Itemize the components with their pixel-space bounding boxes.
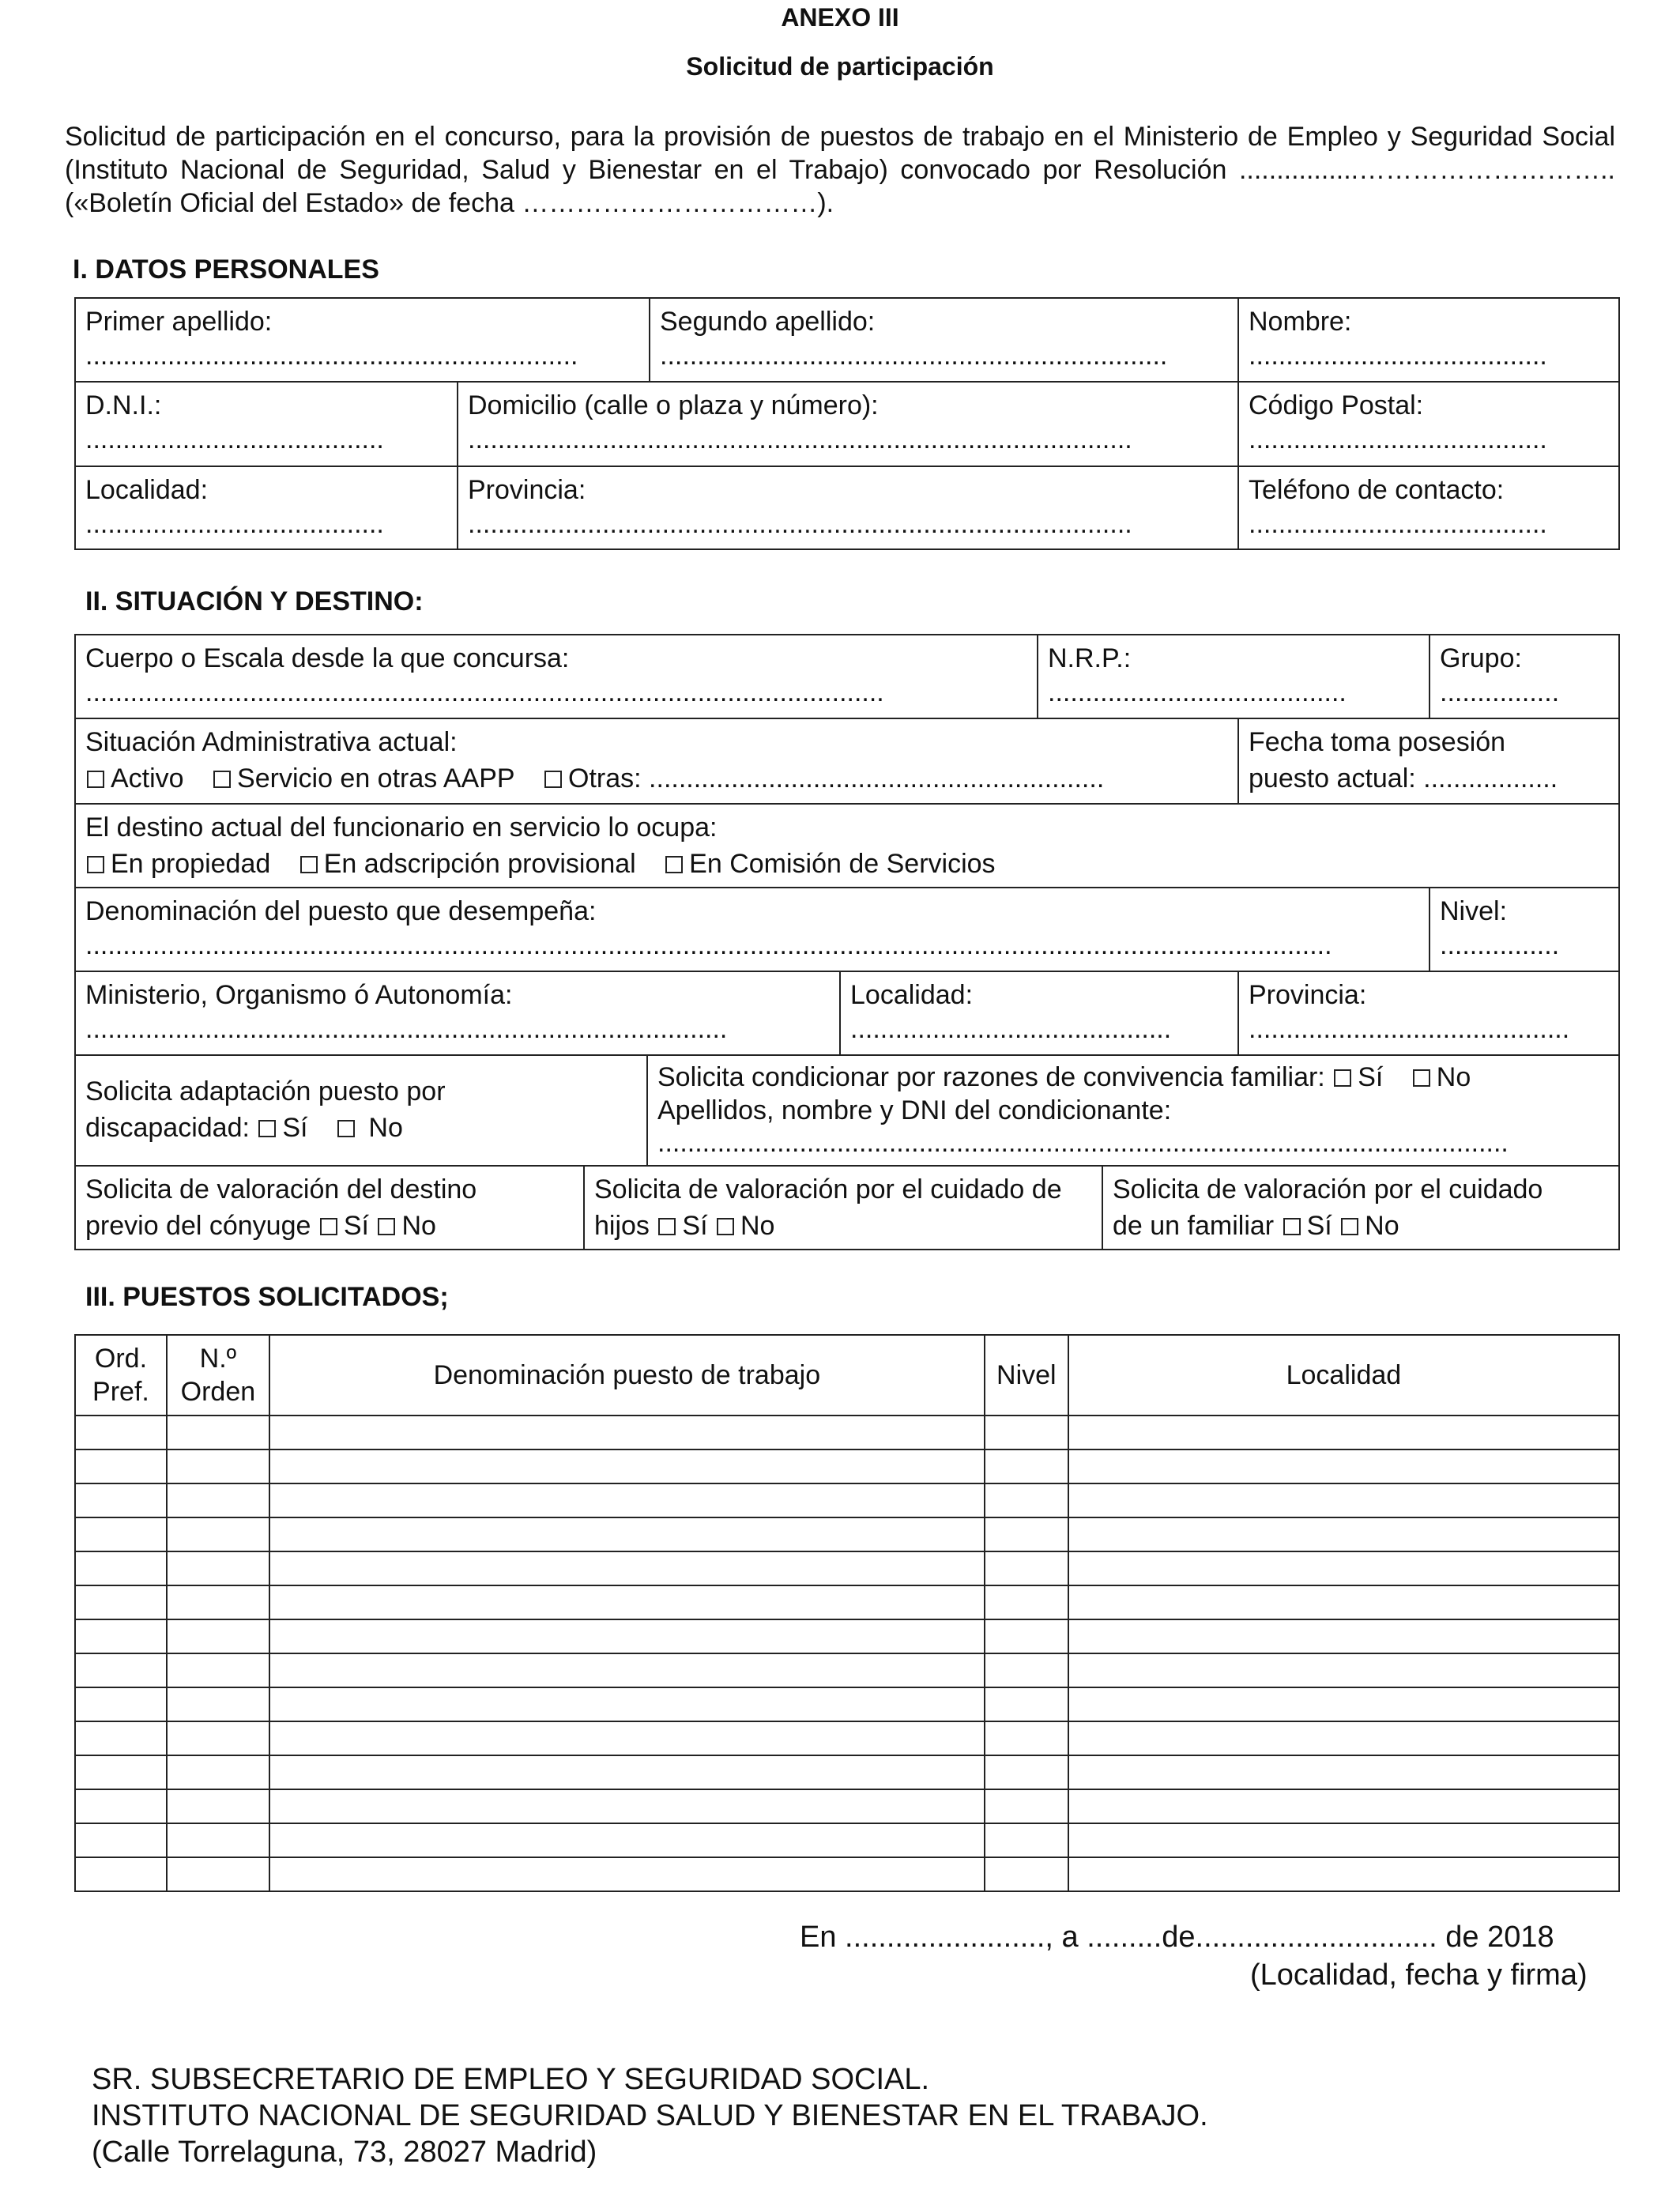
localidad-cell[interactable] bbox=[1068, 1517, 1619, 1551]
codigo-postal-dots: ........................................ bbox=[1249, 424, 1547, 454]
localidad-label: Localidad: bbox=[85, 475, 209, 505]
denominacion-cell[interactable] bbox=[269, 1687, 985, 1721]
localidad-cell[interactable] bbox=[1068, 1857, 1619, 1891]
ord-pref-cell[interactable] bbox=[75, 1619, 167, 1653]
num-orden-cell[interactable] bbox=[167, 1416, 269, 1449]
grupo-field[interactable] bbox=[1430, 635, 1618, 719]
condicionar-label: Solicita condicionar por razones de convivencia familiar: bbox=[657, 1062, 1325, 1092]
situacion-provincia-label: Provincia: bbox=[1249, 980, 1367, 1010]
valoracion-conyuge-no-label: No bbox=[401, 1211, 436, 1241]
num-orden-cell[interactable] bbox=[167, 1755, 269, 1789]
otras-dots: ............................................................. bbox=[649, 763, 1105, 794]
num-orden-cell[interactable] bbox=[167, 1687, 269, 1721]
cuerpo-escala-field[interactable] bbox=[76, 635, 1038, 719]
annex-title: ANEXO III bbox=[781, 3, 899, 32]
fecha-toma-label-1: Fecha toma posesión bbox=[1249, 727, 1506, 757]
puestos-table bbox=[74, 1334, 1620, 1892]
table-row bbox=[75, 1551, 1619, 1585]
col-nivel: Nivel bbox=[985, 1335, 1068, 1416]
num-orden-cell[interactable] bbox=[167, 1721, 269, 1755]
nivel-cell[interactable] bbox=[985, 1449, 1068, 1483]
nombre-label: Nombre: bbox=[1249, 307, 1352, 337]
valoracion-familiar-label-1: Solicita de valoración por el cuidado bbox=[1113, 1174, 1543, 1204]
otras-label: Otras: bbox=[568, 763, 642, 794]
valoracion-conyuge-label-1: Solicita de valoración del destino bbox=[85, 1174, 477, 1204]
provincia-field[interactable] bbox=[458, 467, 1239, 548]
section-situacion-heading: II. SITUACIÓN Y DESTINO: bbox=[85, 586, 424, 616]
form-title: Solicitud de participación bbox=[686, 52, 994, 81]
en-propiedad-label: En propiedad bbox=[111, 849, 271, 879]
puestos-body bbox=[75, 1416, 1619, 1891]
valoracion-familiar-no-label: No bbox=[1365, 1211, 1399, 1241]
nivel-cell[interactable] bbox=[985, 1653, 1068, 1687]
ord-pref-cell[interactable] bbox=[75, 1517, 167, 1551]
table-row bbox=[75, 1721, 1619, 1755]
codigo-postal-label: Código Postal: bbox=[1249, 390, 1424, 420]
otras-checkbox[interactable] bbox=[544, 771, 562, 788]
localidad-dots: ........................................ bbox=[85, 509, 384, 539]
adaptacion-field bbox=[76, 1056, 648, 1167]
adaptacion-si-checkbox[interactable] bbox=[258, 1120, 276, 1137]
condicionar-no-label: No bbox=[1436, 1062, 1471, 1092]
col-num-orden: N.º Orden bbox=[167, 1335, 269, 1416]
denominacion-cell[interactable] bbox=[269, 1823, 985, 1857]
denominacion-dots: ....................................................................................................................................................................... bbox=[85, 930, 1332, 960]
situacion-localidad-field[interactable] bbox=[841, 972, 1239, 1056]
fecha-toma-field[interactable] bbox=[1239, 719, 1618, 805]
denominacion-cell[interactable] bbox=[269, 1857, 985, 1891]
dni-field[interactable] bbox=[76, 383, 458, 467]
denominacion-cell[interactable] bbox=[269, 1449, 985, 1483]
nivel-cell[interactable] bbox=[985, 1551, 1068, 1585]
valoracion-conyuge-si-label: Sí bbox=[343, 1211, 369, 1241]
localidad-cell[interactable] bbox=[1068, 1416, 1619, 1449]
denominacion-field[interactable] bbox=[76, 888, 1430, 972]
condicionar-no-checkbox[interactable] bbox=[1413, 1069, 1430, 1087]
signature-line[interactable]: En ........................, a .........de............................. de 2018 bbox=[800, 1921, 1554, 1954]
localidad-cell[interactable] bbox=[1068, 1687, 1619, 1721]
grupo-label: Grupo: bbox=[1440, 643, 1522, 673]
en-comision-label: En Comisión de Servicios bbox=[689, 849, 996, 879]
cuerpo-escala-label: Cuerpo o Escala desde la que concursa: bbox=[85, 643, 570, 673]
num-orden-cell[interactable] bbox=[167, 1585, 269, 1619]
ministerio-field[interactable] bbox=[76, 972, 841, 1056]
en-propiedad-checkbox[interactable] bbox=[87, 856, 104, 873]
denominacion-cell[interactable] bbox=[269, 1551, 985, 1585]
situacion-provincia-field[interactable] bbox=[1239, 972, 1618, 1056]
nombre-dots: ........................................ bbox=[1249, 341, 1547, 371]
denominacion-cell[interactable] bbox=[269, 1789, 985, 1823]
intro-paragraph: Solicitud de participación en el concurso, para la provisión de puestos de trabajo en el Ministerio de Empleo y Seguridad Social (Instituto Nacional de Seguridad, Salud y Bienestar en el Trabajo) convocado por Resolución ................……………………….. («Boletín Oficial del Estado» de fecha ……………………………). bbox=[65, 122, 1615, 218]
domicilio-dots: ......................................................................................... bbox=[468, 424, 1132, 454]
adaptacion-no-checkbox[interactable] bbox=[337, 1120, 355, 1137]
denominacion-cell[interactable] bbox=[269, 1619, 985, 1653]
puestos-header-row bbox=[75, 1335, 1619, 1416]
denominacion-cell[interactable] bbox=[269, 1416, 985, 1449]
dni-dots: ........................................ bbox=[85, 424, 384, 454]
localidad-cell[interactable] bbox=[1068, 1789, 1619, 1823]
ord-pref-cell[interactable] bbox=[75, 1823, 167, 1857]
localidad-cell[interactable] bbox=[1068, 1449, 1619, 1483]
valoracion-conyuge-si-checkbox[interactable] bbox=[320, 1218, 337, 1235]
table-row bbox=[75, 1857, 1619, 1891]
destino-actual-label: El destino actual del funcionario en servicio lo ocupa: bbox=[85, 812, 718, 843]
servicio-otras-checkbox[interactable] bbox=[213, 771, 231, 788]
section-puestos-heading: III. PUESTOS SOLICITADOS; bbox=[85, 1282, 449, 1312]
col-ord-pref: Ord. Pref. bbox=[75, 1335, 167, 1416]
signature-caption: (Localidad, fecha y firma) bbox=[1250, 1958, 1588, 1992]
en-comision-checkbox[interactable] bbox=[665, 856, 683, 873]
denominacion-cell[interactable] bbox=[269, 1517, 985, 1551]
telefono-label: Teléfono de contacto: bbox=[1249, 475, 1505, 505]
situacion-admin-label: Situación Administrativa actual: bbox=[85, 727, 458, 757]
localidad-cell[interactable] bbox=[1068, 1585, 1619, 1619]
table-row bbox=[75, 1823, 1619, 1857]
valoracion-hijos-no-label: No bbox=[740, 1211, 775, 1241]
nivel-cell[interactable] bbox=[985, 1687, 1068, 1721]
localidad-cell[interactable] bbox=[1068, 1755, 1619, 1789]
nivel-cell[interactable] bbox=[985, 1619, 1068, 1653]
ord-pref-cell[interactable] bbox=[75, 1755, 167, 1789]
nivel-cell[interactable] bbox=[985, 1823, 1068, 1857]
nivel-label: Nivel: bbox=[1440, 896, 1508, 926]
ord-pref-cell[interactable] bbox=[75, 1551, 167, 1585]
valoracion-familiar-si-checkbox[interactable] bbox=[1283, 1218, 1301, 1235]
destino-actual-field bbox=[76, 805, 1618, 888]
valoracion-conyuge-no-checkbox[interactable] bbox=[378, 1218, 395, 1235]
ord-pref-cell[interactable] bbox=[75, 1585, 167, 1619]
ord-pref-cell[interactable] bbox=[75, 1721, 167, 1755]
telefono-dots: ........................................ bbox=[1249, 509, 1547, 539]
nivel-cell[interactable] bbox=[985, 1789, 1068, 1823]
valoracion-hijos-field bbox=[585, 1167, 1103, 1249]
situacion-localidad-dots: ........................................... bbox=[850, 1014, 1172, 1044]
num-orden-cell[interactable] bbox=[167, 1823, 269, 1857]
activo-label: Activo bbox=[111, 763, 184, 794]
denominacion-cell[interactable] bbox=[269, 1483, 985, 1517]
primer-apellido-dots: .................................................................. bbox=[85, 341, 578, 371]
situacion-box bbox=[74, 634, 1620, 1250]
nivel-cell[interactable] bbox=[985, 1857, 1068, 1891]
nivel-dots: ................ bbox=[1440, 930, 1560, 960]
domicilio-label: Domicilio (calle o plaza y número): bbox=[468, 390, 879, 420]
nivel-cell[interactable] bbox=[985, 1517, 1068, 1551]
num-orden-cell[interactable] bbox=[167, 1449, 269, 1483]
ord-pref-cell[interactable] bbox=[75, 1449, 167, 1483]
table-row bbox=[75, 1789, 1619, 1823]
nivel-cell[interactable] bbox=[985, 1721, 1068, 1755]
servicio-otras-label: Servicio en otras AAPP bbox=[237, 763, 515, 794]
nivel-cell[interactable] bbox=[985, 1585, 1068, 1619]
localidad-field[interactable] bbox=[76, 467, 458, 548]
provincia-dots: ......................................................................................... bbox=[468, 509, 1132, 539]
situacion-localidad-label: Localidad: bbox=[850, 980, 974, 1010]
table-row bbox=[75, 1416, 1619, 1449]
ord-pref-cell[interactable] bbox=[75, 1857, 167, 1891]
num-orden-cell[interactable] bbox=[167, 1619, 269, 1653]
denominacion-cell[interactable] bbox=[269, 1585, 985, 1619]
table-row bbox=[75, 1687, 1619, 1721]
valoracion-familiar-label-2: de un familiar bbox=[1113, 1211, 1275, 1241]
segundo-apellido-label: Segundo apellido: bbox=[660, 307, 876, 337]
nrp-field[interactable] bbox=[1038, 635, 1430, 719]
activo-checkbox[interactable] bbox=[87, 771, 104, 788]
primer-apellido-field[interactable] bbox=[76, 299, 650, 383]
condicionar-si-checkbox[interactable] bbox=[1334, 1069, 1351, 1087]
denominacion-cell[interactable] bbox=[269, 1721, 985, 1755]
localidad-cell[interactable] bbox=[1068, 1483, 1619, 1517]
valoracion-hijos-si-checkbox[interactable] bbox=[658, 1218, 676, 1235]
grupo-dots: ................ bbox=[1440, 677, 1560, 707]
ord-pref-cell[interactable] bbox=[75, 1687, 167, 1721]
num-orden-cell[interactable] bbox=[167, 1857, 269, 1891]
fecha-toma-dots: .................. bbox=[1423, 763, 1558, 794]
address-line-1: SR. SUBSECRETARIO DE EMPLEO Y SEGURIDAD SOCIAL. bbox=[92, 2063, 930, 2096]
segundo-apellido-dots: .................................................................... bbox=[660, 341, 1168, 371]
situacion-provincia-dots: ........................................... bbox=[1249, 1014, 1570, 1044]
num-orden-cell[interactable] bbox=[167, 1551, 269, 1585]
condicionar-field bbox=[648, 1056, 1618, 1167]
ministerio-dots: ...................................................................................... bbox=[85, 1014, 728, 1044]
ministerio-label: Ministerio, Organismo ó Autonomía: bbox=[85, 980, 513, 1010]
valoracion-familiar-no-checkbox[interactable] bbox=[1341, 1218, 1358, 1235]
nivel-cell[interactable] bbox=[985, 1755, 1068, 1789]
telefono-field[interactable] bbox=[1239, 467, 1618, 548]
nrp-dots: ........................................ bbox=[1048, 677, 1347, 707]
domicilio-field[interactable] bbox=[458, 383, 1239, 467]
valoracion-familiar-si-label: Sí bbox=[1306, 1211, 1332, 1241]
table-row bbox=[75, 1755, 1619, 1789]
denominacion-cell[interactable] bbox=[269, 1653, 985, 1687]
num-orden-cell[interactable] bbox=[167, 1483, 269, 1517]
table-row bbox=[75, 1483, 1619, 1517]
table-row bbox=[75, 1517, 1619, 1551]
address-line-3: (Calle Torrelaguna, 73, 28027 Madrid) bbox=[92, 2136, 597, 2169]
en-adscripcion-label: En adscripción provisional bbox=[323, 849, 636, 879]
localidad-cell[interactable] bbox=[1068, 1823, 1619, 1857]
cuerpo-escala-dots: ........................................................................................................... bbox=[85, 677, 884, 707]
table-row bbox=[75, 1653, 1619, 1687]
valoracion-conyuge-label-2: previo del cónyuge bbox=[85, 1211, 311, 1241]
table-row bbox=[75, 1585, 1619, 1619]
adaptacion-si-label: Sí bbox=[282, 1113, 308, 1143]
codigo-postal-field[interactable] bbox=[1239, 383, 1618, 467]
segundo-apellido-field[interactable] bbox=[650, 299, 1239, 383]
nivel-cell[interactable] bbox=[985, 1416, 1068, 1449]
ord-pref-cell[interactable] bbox=[75, 1416, 167, 1449]
nivel-cell[interactable] bbox=[985, 1483, 1068, 1517]
denominacion-cell[interactable] bbox=[269, 1755, 985, 1789]
localidad-cell[interactable] bbox=[1068, 1619, 1619, 1653]
personal-data-box bbox=[74, 297, 1620, 550]
ord-pref-cell[interactable] bbox=[75, 1789, 167, 1823]
dni-label: D.N.I.: bbox=[85, 390, 162, 420]
denominacion-label: Denominación del puesto que desempeña: bbox=[85, 896, 597, 926]
valoracion-hijos-label-2: hijos bbox=[594, 1211, 650, 1241]
ord-pref-cell[interactable] bbox=[75, 1653, 167, 1687]
localidad-cell[interactable] bbox=[1068, 1551, 1619, 1585]
apellidos-condicionante-dots[interactable]: .................................................................................................................. bbox=[657, 1128, 1509, 1158]
num-orden-cell[interactable] bbox=[167, 1517, 269, 1551]
nombre-field[interactable] bbox=[1239, 299, 1618, 383]
col-localidad: Localidad bbox=[1068, 1335, 1619, 1416]
provincia-label: Provincia: bbox=[468, 475, 586, 505]
en-adscripcion-checkbox[interactable] bbox=[300, 856, 318, 873]
ord-pref-cell[interactable] bbox=[75, 1483, 167, 1517]
col-denominacion: Denominación puesto de trabajo bbox=[269, 1335, 985, 1416]
adaptacion-label-1: Solicita adaptación puesto por bbox=[85, 1076, 446, 1106]
apellidos-condicionante-label: Apellidos, nombre y DNI del condicionante: bbox=[657, 1095, 1172, 1125]
valoracion-hijos-label-1: Solicita de valoración por el cuidado de bbox=[594, 1174, 1062, 1204]
num-orden-cell[interactable] bbox=[167, 1789, 269, 1823]
situacion-admin-field bbox=[76, 719, 1239, 805]
condicionar-si-label: Sí bbox=[1358, 1062, 1384, 1092]
adaptacion-label-2: discapacidad: bbox=[85, 1113, 250, 1143]
localidad-cell[interactable] bbox=[1068, 1721, 1619, 1755]
valoracion-conyuge-field bbox=[76, 1167, 585, 1249]
nivel-field[interactable] bbox=[1430, 888, 1618, 972]
section-personal-heading: I. DATOS PERSONALES bbox=[73, 254, 379, 285]
table-row bbox=[75, 1619, 1619, 1653]
valoracion-hijos-no-checkbox[interactable] bbox=[717, 1218, 734, 1235]
nrp-label: N.R.P.: bbox=[1048, 643, 1132, 673]
table-row bbox=[75, 1449, 1619, 1483]
localidad-cell[interactable] bbox=[1068, 1653, 1619, 1687]
primer-apellido-label: Primer apellido: bbox=[85, 307, 273, 337]
valoracion-familiar-field bbox=[1103, 1167, 1618, 1249]
num-orden-cell[interactable] bbox=[167, 1653, 269, 1687]
fecha-toma-label-2: puesto actual: bbox=[1249, 763, 1416, 794]
valoracion-hijos-si-label: Sí bbox=[682, 1211, 708, 1241]
address-line-2: INSTITUTO NACIONAL DE SEGURIDAD SALUD Y BIENESTAR EN EL TRABAJO. bbox=[92, 2099, 1208, 2132]
adaptacion-no-label: No bbox=[368, 1113, 403, 1143]
